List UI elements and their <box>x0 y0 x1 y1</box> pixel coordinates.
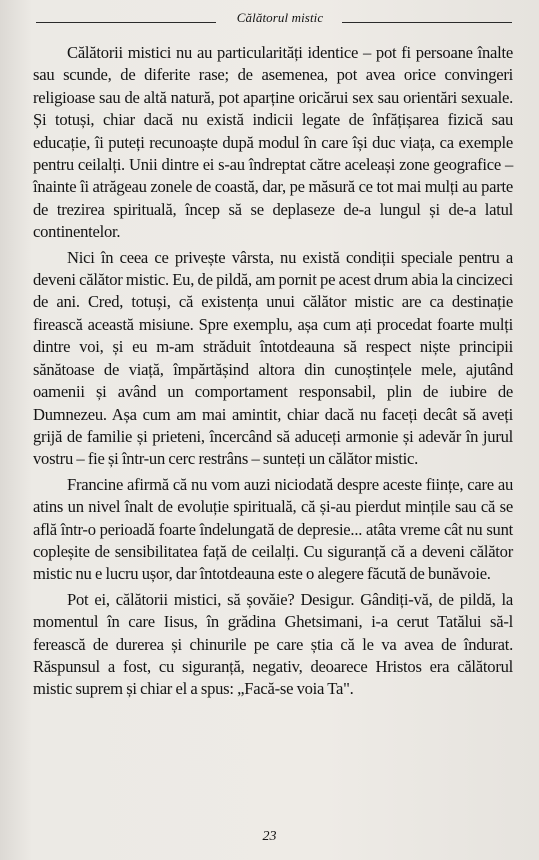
paragraph: Pot ei, călătorii mistici, să șovăie? Desigur. Gândiți-vă, de pildă, la momentul în care Iisus, în grădina Ghetsimani, i-a cerut Tatălui să-l ferească de durerea și chinurile pe care știa că le va avea de îndurat. Răspunsul a fost, cu siguranță, negativ, deoarece Hristos era călătorul mistic suprem și chiar el a spus: „Facă-se voia Ta". <box>33 589 513 699</box>
paragraph: Nici în ceea ce privește vârsta, nu există condiții speciale pentru a deveni călător mistic. Eu, de pildă, am pornit pe acest drum abia la cincizeci de ani. Cred, totuși, că existența unui călător mistic are ca destinație firească această misiune. Spre exemplu, așa cum ați procedat foarte mulți dintre voi, și eu m-am străduit întotdeauna să respect niște principii sănătoase de viață, împărtășind altora din cunoștințele mele, ajutând oamenii și având un comportament responsabil, plin de iubire de Dumnezeu. Așa cum am mai amintit, chiar dacă nu faceți decât să aveți grijă de familie și prieteni, încercând să aduceți armonie și adevăr în jurul vostru – fie și într-un cerc restrâns – sunteți un călător mistic. <box>33 247 513 469</box>
header-rule-left <box>36 22 216 23</box>
paragraph: Francine afirmă că nu vom auzi niciodată despre aceste ființe, care au atins un nivel înalt de evoluție spirituală, că și-au pierdut mințile sau că se află într-o perioadă foarte îndelungată de depresie... atâta vreme cât nu sunt copleșite de sensibilitatea față de ceilalți. Cu siguranță că a deveni călător mistic nu e lucru ușor, dar întotdeauna este o alegere făcută de bunăvoie. <box>33 474 513 584</box>
running-header <box>36 10 512 26</box>
header-rule-right <box>342 22 512 23</box>
running-title: Călătorul mistic <box>236 10 324 25</box>
page-number: 23 <box>262 829 277 844</box>
paragraph: Călătorii mistici nu au particularități identice – pot fi persoane înalte sau scunde, de diferite rase; de asemenea, pot avea orice convingeri religioase sau de altă natură, pot aparține oricărui sex sau orientări sexuale. Și totuși, chiar dacă nu există indicii legate de înfățișarea fizică sau educație, îi puteți recunoaște după modul în care își duc viața, ca exemple pentru ceilalți. Unii dintre ei s-au îndreptat către aceleași zone geografice – înainte îi atrăgeau zonele de coastă, dar, pe măsură ce tot mai mulți au parte de trezirea spirituală, încep să se deplaseze de-a lungul și de-a latul continentelor. <box>33 43 513 242</box>
body-text <box>33 42 513 704</box>
